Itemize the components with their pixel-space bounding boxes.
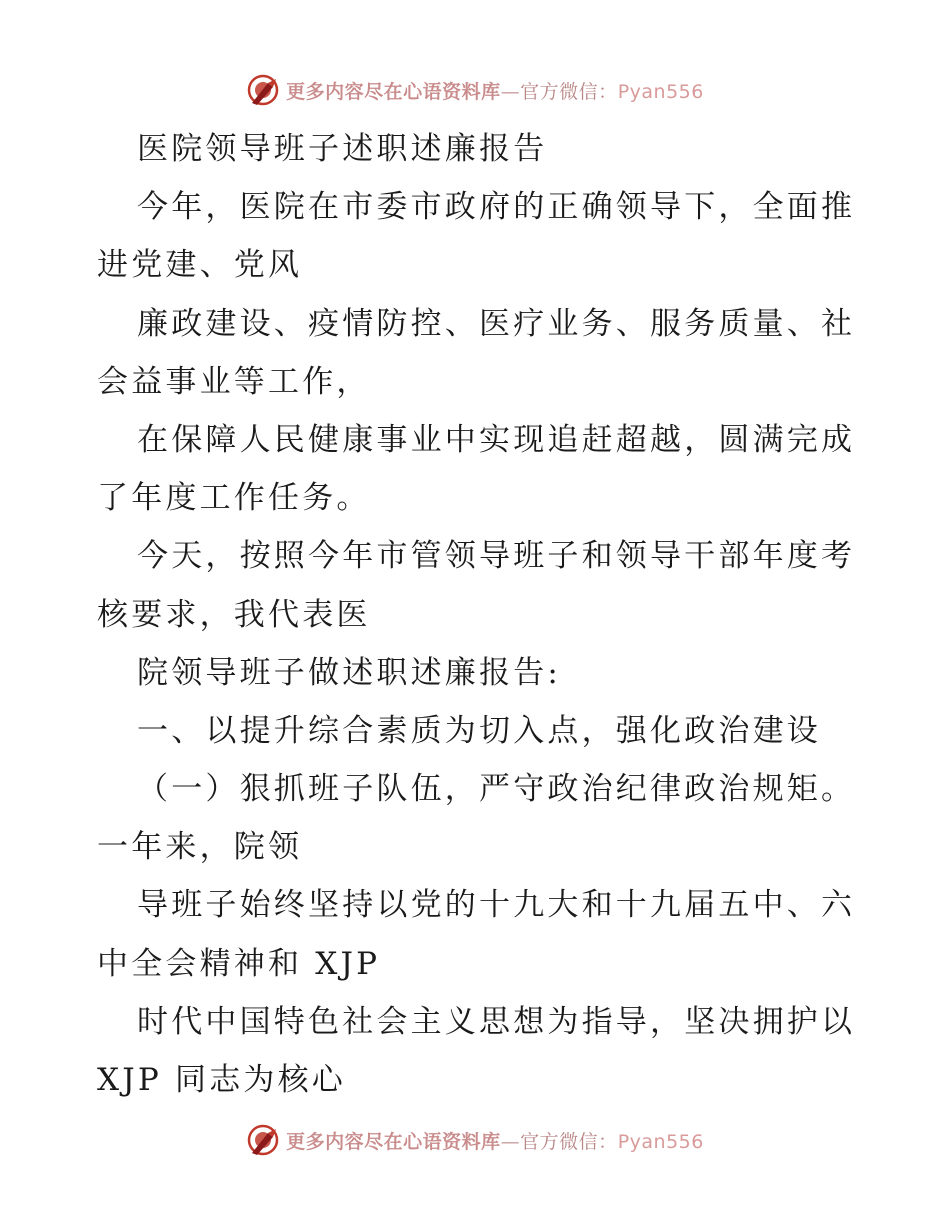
footer-banner-title: 更多内容尽在心语资料库 bbox=[286, 1130, 501, 1153]
line-subsection-heading: （一）狠抓班子队伍，严守政治纪律政治规矩。 bbox=[137, 771, 856, 808]
line-paragraph-text: 进党建、党风 bbox=[97, 247, 303, 284]
header-wechat-id: Pyan556 bbox=[617, 80, 704, 103]
line-paragraph-text: 核要求，我代表医 bbox=[97, 596, 371, 633]
line-paragraph-text: 中全会精神和 XJP bbox=[97, 945, 381, 982]
footer-banner-dash: — bbox=[500, 1130, 521, 1153]
footer-wechat-label: 官方微信： bbox=[520, 1130, 618, 1153]
header-banner-dash: — bbox=[500, 80, 521, 103]
line-paragraph-text: 今天，按照今年市管领导班子和领导干部年度考 bbox=[137, 538, 856, 575]
line-paragraph-text: 院领导班子做述职述廉报告: bbox=[137, 654, 562, 691]
footer-banner[interactable] bbox=[0, 1120, 950, 1160]
line-paragraph-text: 会益事业等工作， bbox=[97, 363, 371, 400]
line-paragraph-text: 时代中国特色社会主义思想为指导，坚决拥护以 bbox=[137, 1003, 856, 1040]
line-paragraph-text: 导班子始终坚持以党的十九大和十九届五中、六 bbox=[137, 887, 856, 924]
header-wechat-label: 官方微信： bbox=[520, 80, 618, 103]
footer-wechat-id: Pyan556 bbox=[617, 1130, 704, 1153]
line-paragraph-text: 了年度工作任务。 bbox=[97, 480, 371, 517]
pen-logo-icon bbox=[246, 73, 280, 107]
line-paragraph-text: 一年来，院领 bbox=[97, 829, 303, 866]
line-paragraph-text: 在保障人民健康事业中实现追赶超越，圆满完成 bbox=[137, 421, 856, 458]
header-banner-title: 更多内容尽在心语资料库 bbox=[286, 80, 501, 103]
line-title: 医院领导班子述职述廉报告 bbox=[137, 131, 548, 167]
pen-logo-icon bbox=[246, 1123, 280, 1157]
line-paragraph-text: XJP 同志为核心 bbox=[97, 1062, 347, 1098]
footer-banner-text bbox=[286, 1127, 704, 1154]
header-banner[interactable] bbox=[0, 70, 950, 110]
document-body bbox=[97, 120, 857, 1109]
header-banner-text bbox=[286, 77, 704, 104]
line-section-heading: 一、以提升综合素质为切入点，强化政治建设 bbox=[137, 712, 821, 749]
line-paragraph-text: 今年，医院在市委市政府的正确领导下，全面推 bbox=[137, 189, 856, 226]
line-paragraph-text: 廉政建设、疫情防控、医疗业务、服务质量、社 bbox=[137, 305, 856, 342]
